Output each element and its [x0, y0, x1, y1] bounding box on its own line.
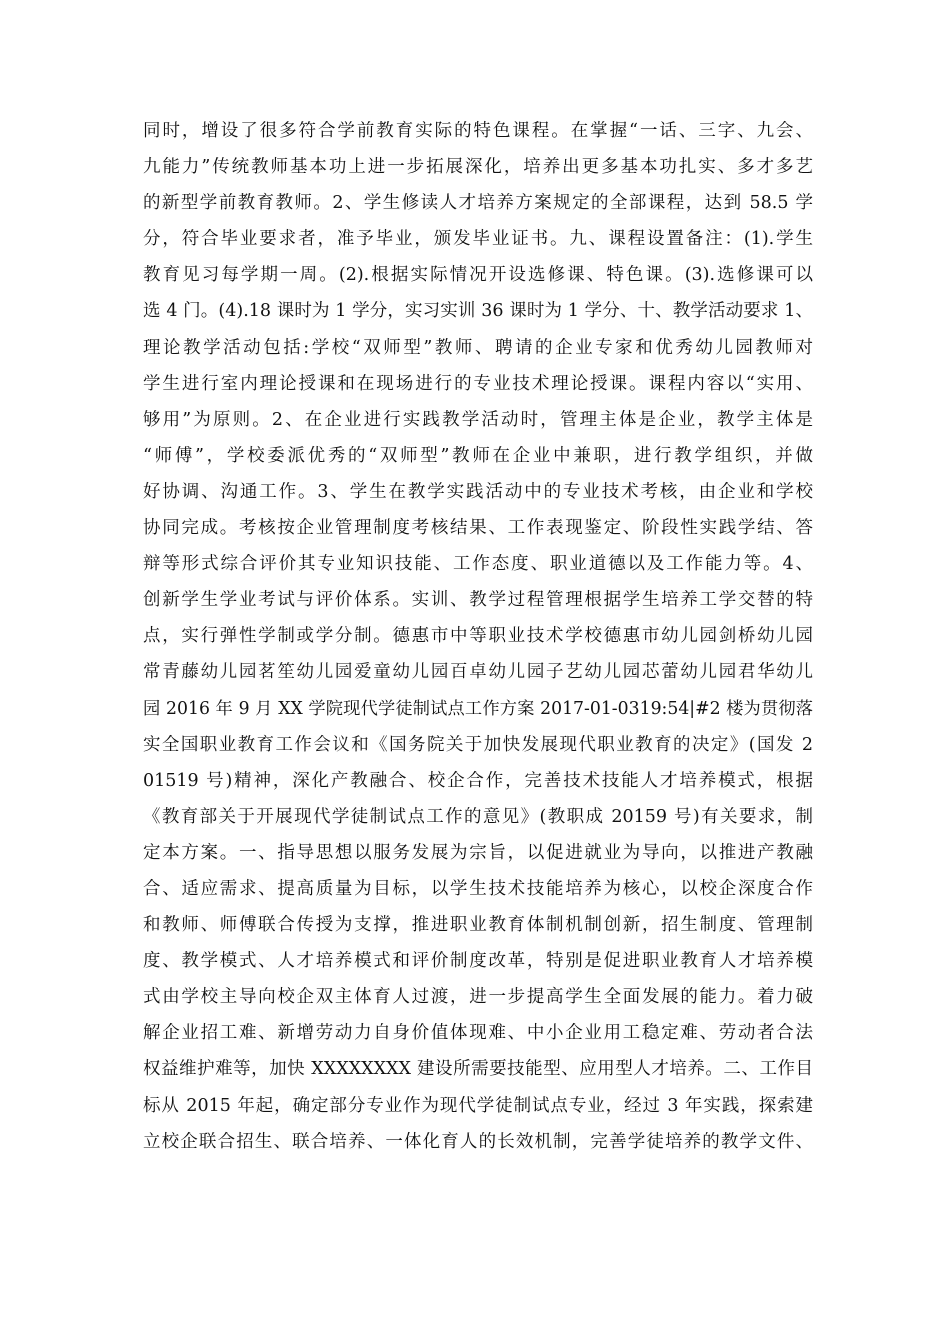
text-line: 01519 号)精神，深化产教融合、校企合作，完善技术技能人才培养模式，根据: [143, 770, 813, 791]
text-line: 权益维护难等，加快 XXXXXXXX 建设所需要技能型、应用型人才培养。二、工作目: [143, 1059, 813, 1080]
text-line: 辩等形式综合评价其专业知识技能、工作态度、职业道德以及工作能力等。4、: [143, 554, 813, 575]
body-text: [143, 113, 813, 1160]
text-line: 《教育部关于开展现代学徒制试点工作的意见》(教职成 20159 号)有关要求，制: [143, 806, 813, 827]
text-line: 定本方案。一、指导思想以服务发展为宗旨，以促进就业为导向，以推进产教融: [143, 842, 813, 863]
text-line: 教育见习每学期一周。(2).根据实际情况开设选修课、特色课。(3).选修课可以: [143, 265, 813, 286]
text-line: 分，符合毕业要求者，准予毕业，颁发毕业证书。九、课程设置备注：(1).学生: [143, 229, 813, 250]
text-line: 常青藤幼儿园茗笙幼儿园爱童幼儿园百卓幼儿园子艺幼儿园芯蕾幼儿园君华幼儿: [143, 662, 813, 683]
text-line: 解企业招工难、新增劳动力自身价值体现难、中小企业用工稳定难、劳动者合法: [143, 1023, 813, 1044]
text-line: 标从 2015 年起，确定部分专业作为现代学徒制试点专业，经过 3 年实践，探索建: [143, 1095, 813, 1116]
text-line: 好协调、沟通工作。3、学生在教学实践活动中的专业技术考核，由企业和学校: [143, 481, 813, 502]
text-line: 协同完成。考核按企业管理制度考核结果、工作表现鉴定、阶段性实践学结、答: [143, 518, 813, 539]
text-line: 和教师、师傅联合传授为支撑，推进职业教育体制机制创新，招生制度、管理制: [143, 915, 813, 936]
text-line: 式由学校主导向校企双主体育人过渡，进一步提高学生全面发展的能力。着力破: [143, 987, 813, 1008]
text-line: 九能力”传统教师基本功上进一步拓展深化，培养出更多基本功扎实、多才多艺: [143, 157, 813, 178]
text-line: 同时，增设了很多符合学前教育实际的特色课程。在掌握“一话、三字、九会、: [143, 121, 813, 141]
text-line: “师傅”，学校委派优秀的“双师型”教师在企业中兼职，进行教学组织，并做: [143, 445, 813, 466]
text-line: 选 4 门。(4).18 课时为 1 学分，实习实训 36 课时为 1 学分、十、教学活动要求 1、: [143, 301, 813, 322]
text-line: 度、教学模式、人才培养模式和评价制度改革，特别是促进职业教育人才培养模: [143, 951, 813, 972]
text-line: 园 2016 年 9 月 XX 学院现代学徒制试点工作方案 2017-01-0319:54|#2 楼为贯彻落: [143, 698, 813, 719]
text-line: 点，实行弹性学制或学分制。德惠市中等职业技术学校德惠市幼儿园剑桥幼儿园: [143, 626, 813, 647]
text-line: 学生进行室内理论授课和在现场进行的专业技术理论授课。课程内容以“实用、: [143, 373, 813, 394]
text-line: 的新型学前教育教师。2、学生修读人才培养方案规定的全部课程，达到 58.5 学: [143, 193, 813, 214]
text-line: 理论教学活动包括:学校“双师型”教师、聘请的企业专家和优秀幼儿园教师对: [143, 337, 813, 358]
text-line: 创新学生学业考试与评价体系。实训、教学过程管理根据学生培养工学交替的特: [143, 590, 813, 611]
text-line: 合、适应需求、提高质量为目标，以学生技术技能培养为核心，以校企深度合作: [143, 878, 813, 899]
text-line: 实全国职业教育工作会议和《国务院关于加快发展现代职业教育的决定》(国发 2: [143, 734, 813, 755]
text-line: 够用”为原则。2、在企业进行实践教学活动时，管理主体是企业，教学主体是: [143, 409, 813, 430]
text-line: 立校企联合招生、联合培养、一体化育人的长效机制，完善学徒培养的教学文件、: [143, 1131, 813, 1152]
